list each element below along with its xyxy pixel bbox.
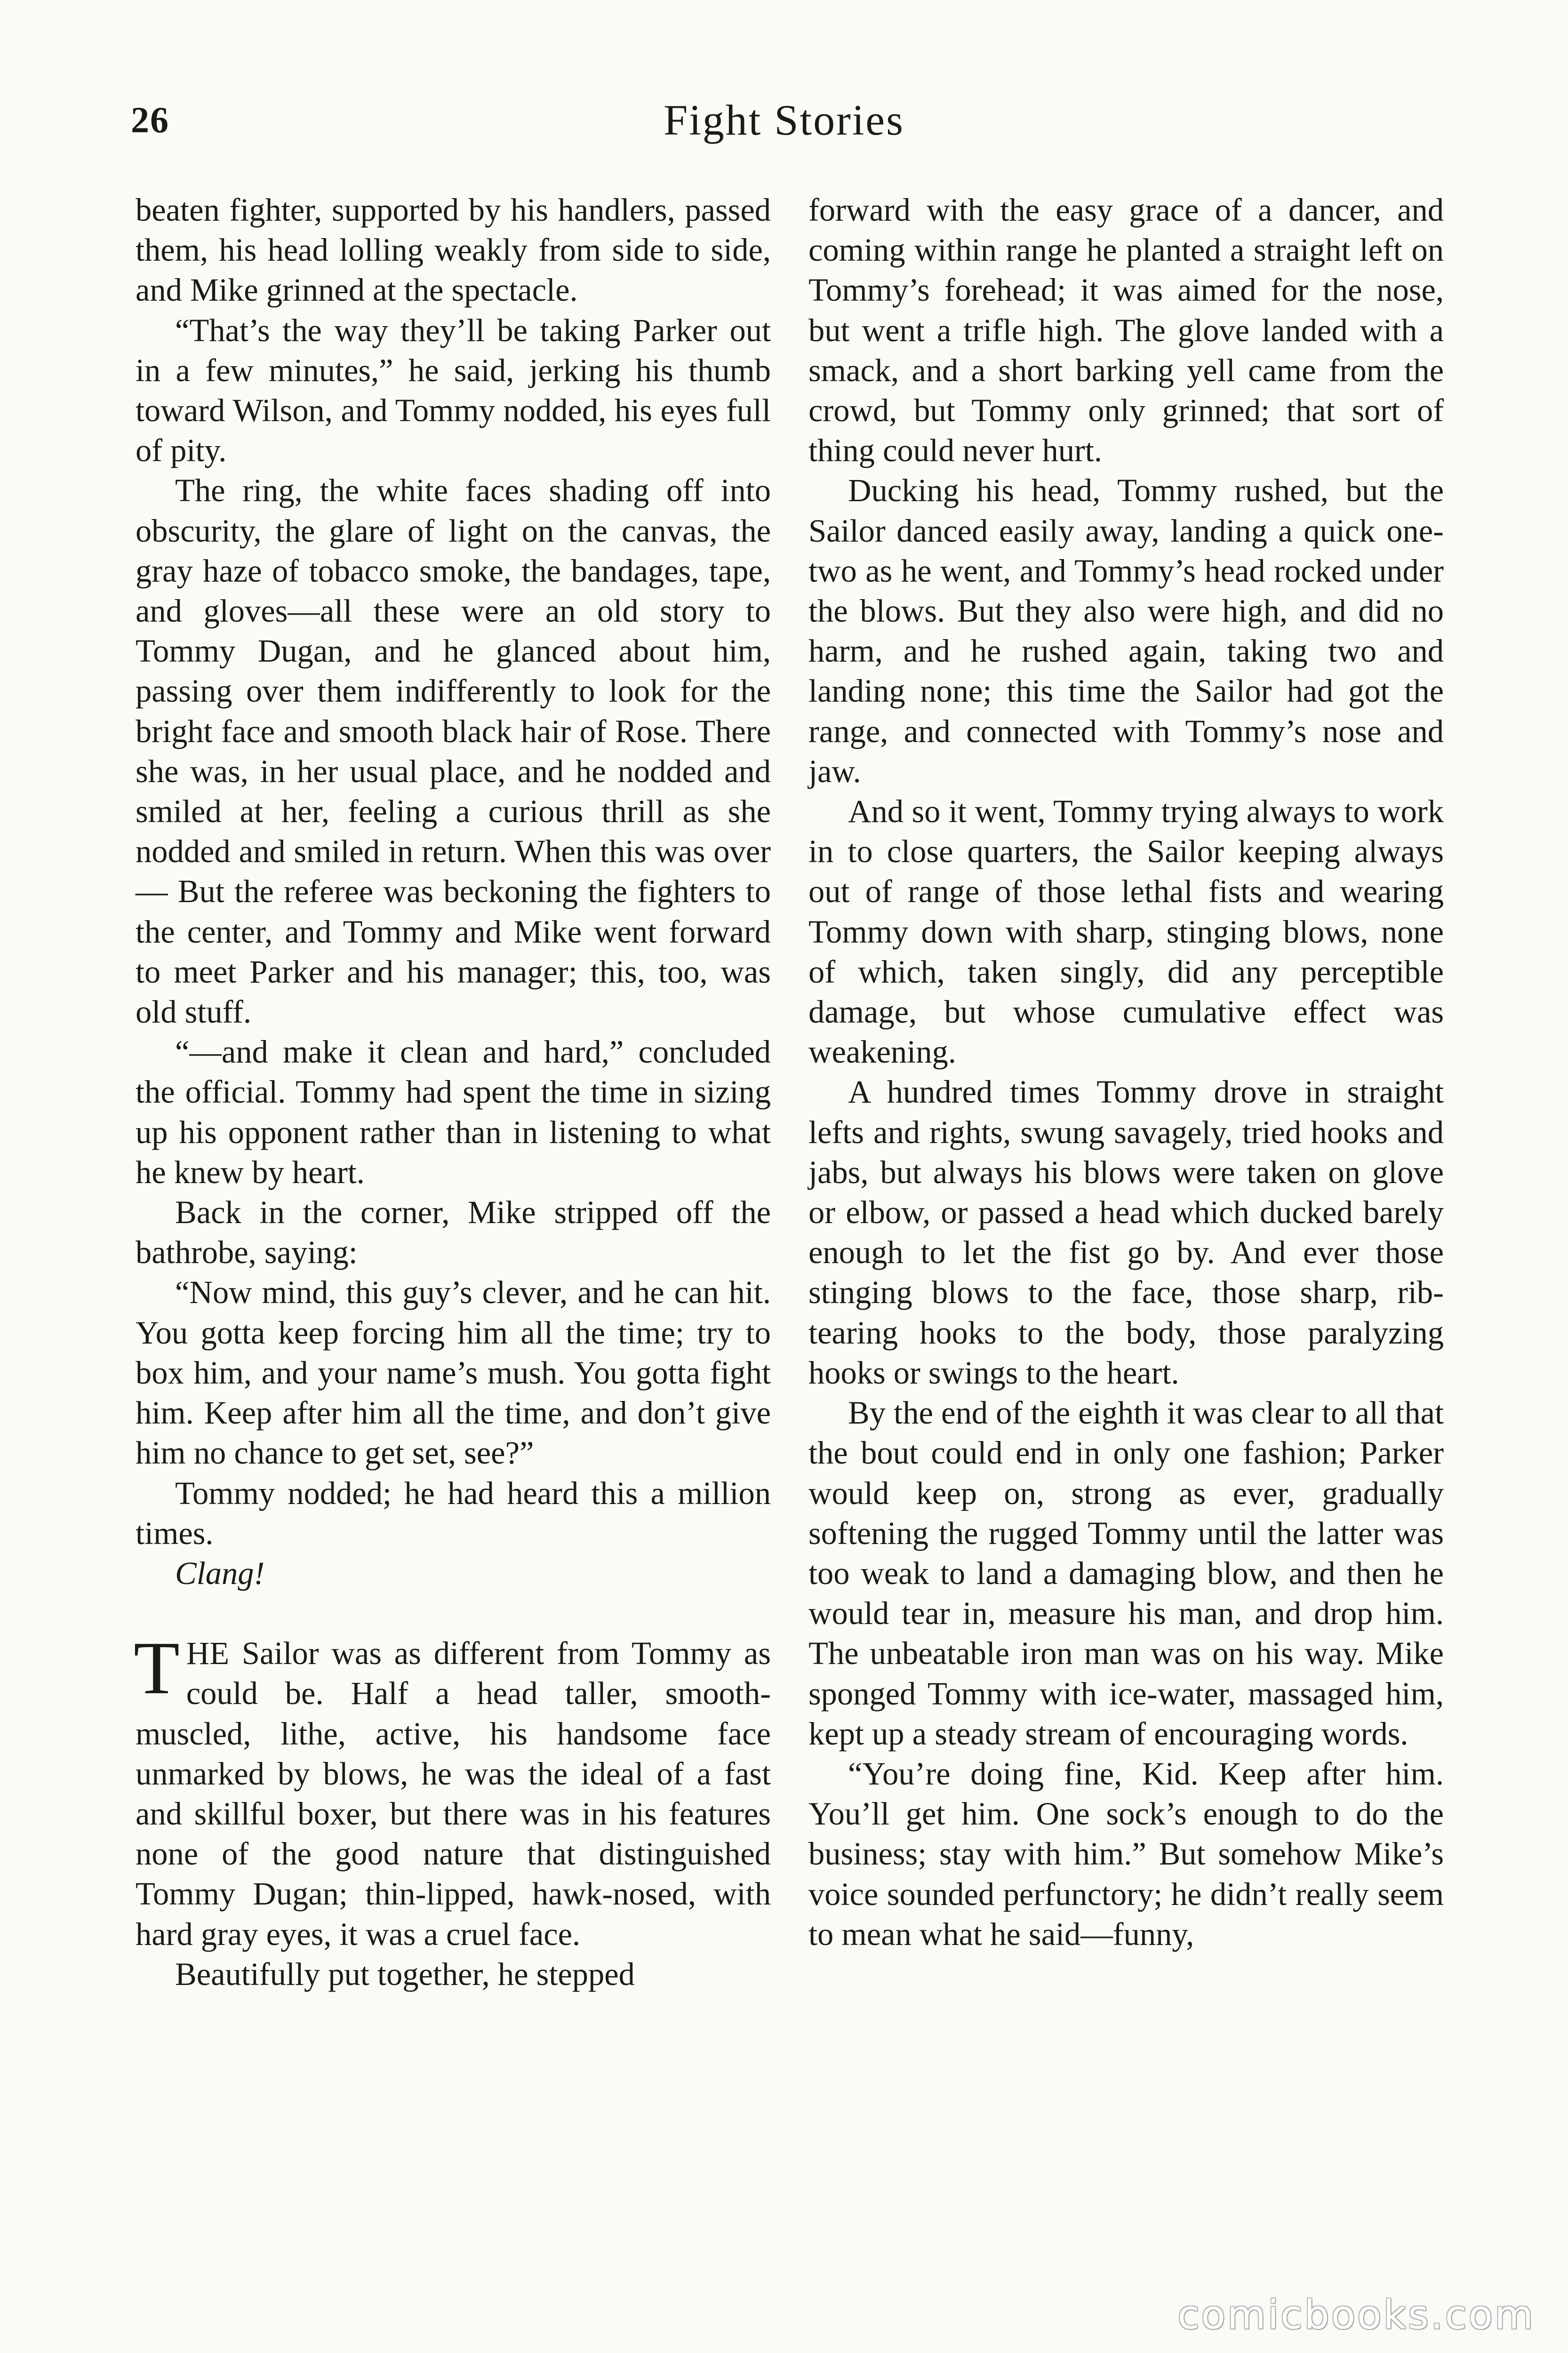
paragraph: “—and make it clean and hard,” concluded the official. Tommy had spent the time in sizing up his opponent rather than in listening to what he knew by heart. bbox=[136, 1034, 771, 1190]
running-title: Fight Stories bbox=[664, 96, 904, 144]
paragraph: And so it went, Tommy trying always to work in to close quarters, the Sailor keeping always out of range of those lethal fists and wearing Tommy down with sharp, stinging blows, none of which, taken singly, did any perceptible damage, but whose cumulative effect was weakening. bbox=[808, 793, 1444, 1070]
paragraph: The ring, the white faces shading off into obscurity, the glare of light on the canvas, the gray haze of tobacco smoke, the bandages, tape, and gloves—all these were an old story to Tommy Dugan, and he glanced about him, passing over them indifferently to look for the bright face and smooth black hair of Rose. There she was, in her usual place, and he nodded and smiled at her, feeling a curious thrill as she nodded and smiled in return. When this was over— But the referee was beckoning the fighters to the center, and Tommy and Mike went forward to meet Parker and his manager; this, too, was old stuff. bbox=[136, 472, 771, 1030]
paragraph: beaten fighter, supported by his handlers, passed them, his head lolling weakly from side to side, and Mike grinned at the spectacle. bbox=[136, 192, 771, 308]
left-column bbox=[136, 190, 771, 1994]
paragraph: A hundred times Tommy drove in straight lefts and rights, swung savagely, tried hooks and jabs, but always his blows were taken on glove or elbow, or passed a head which ducked barely enough to let the fist go by. And ever those stinging blows to the face, those sharp, rib-tearing hooks to the body, those paralyzing hooks or swings to the heart. bbox=[808, 1074, 1444, 1391]
right-column bbox=[808, 190, 1444, 1954]
paragraph: “That’s the way they’ll be taking Parker out in a few minutes,” he said, jerking his thumb toward Wilson, and Tommy nodded, his eyes full of pity. bbox=[136, 312, 771, 469]
paragraph: “Now mind, this guy’s clever, and he can hit. You gotta keep forcing him all the time; try to box him, and your name’s mush. You gotta fight him. Keep after him all the time, and don’t give him no chance to get set, see?” bbox=[136, 1274, 771, 1471]
page-number: 26 bbox=[131, 99, 169, 140]
paragraph-text: HE Sailor was as different from Tommy as could be. Half a head taller, smooth-muscled, lithe, active, his handsome face unmarked by blows, he was the ideal of a fast and skillful boxer, but there was in his features none of the good nature that distinguished Tommy Dugan; thin-lipped, hawk-nosed, with hard gray eyes, it was a cruel face. bbox=[136, 1635, 771, 1952]
site-watermark: comicbooks.com bbox=[1177, 2292, 1535, 2338]
paragraph: forward with the easy grace of a dancer, and coming within range he planted a straight left on Tommy’s forehead; it was aimed for the nose, but went a trifle high. The glove landed with a smack, and a short barking yell came from the crowd, but Tommy only grinned; that sort of thing could never hurt. bbox=[808, 192, 1444, 469]
paragraph: By the end of the eighth it was clear to all that the bout could end in only one fashion; Parker would keep on, strong as ever, gradually softening the rugged Tommy until the latter was too weak to land a damaging blow, and then he would tear in, measure his man, and drop him. The unbeatable iron man was on his way. Mike sponged Tommy with ice-water, massaged him, kept up a steady stream of encouraging words. bbox=[808, 1395, 1444, 1752]
page-header bbox=[0, 96, 1568, 165]
paragraph: “You’re doing fine, Kid. Keep after him. You’ll get him. One sock’s enough to do the business; stay with him.” But somehow Mike’s voice sounded perfunctory; he didn’t really seem to mean what he said—funny, bbox=[808, 1755, 1444, 1952]
paragraph: Back in the corner, Mike stripped off the bathrobe, saying: bbox=[136, 1194, 771, 1271]
paragraph: Clang! bbox=[175, 1555, 265, 1591]
section-paragraph bbox=[134, 1626, 771, 1954]
paragraph: Tommy nodded; he had heard this a million times. bbox=[136, 1475, 771, 1551]
drop-cap: T bbox=[134, 1626, 180, 1710]
paragraph: Beautifully put together, he stepped bbox=[175, 1956, 635, 1992]
paragraph: Ducking his head, Tommy rushed, but the Sailor danced easily away, landing a quick one-two as he went, and Tommy’s head rocked under the blows. But they also were high, and did no harm, and he rushed again, taking two and landing none; this time the Sailor had got the range, and connected with Tommy’s nose and jaw. bbox=[808, 472, 1444, 789]
